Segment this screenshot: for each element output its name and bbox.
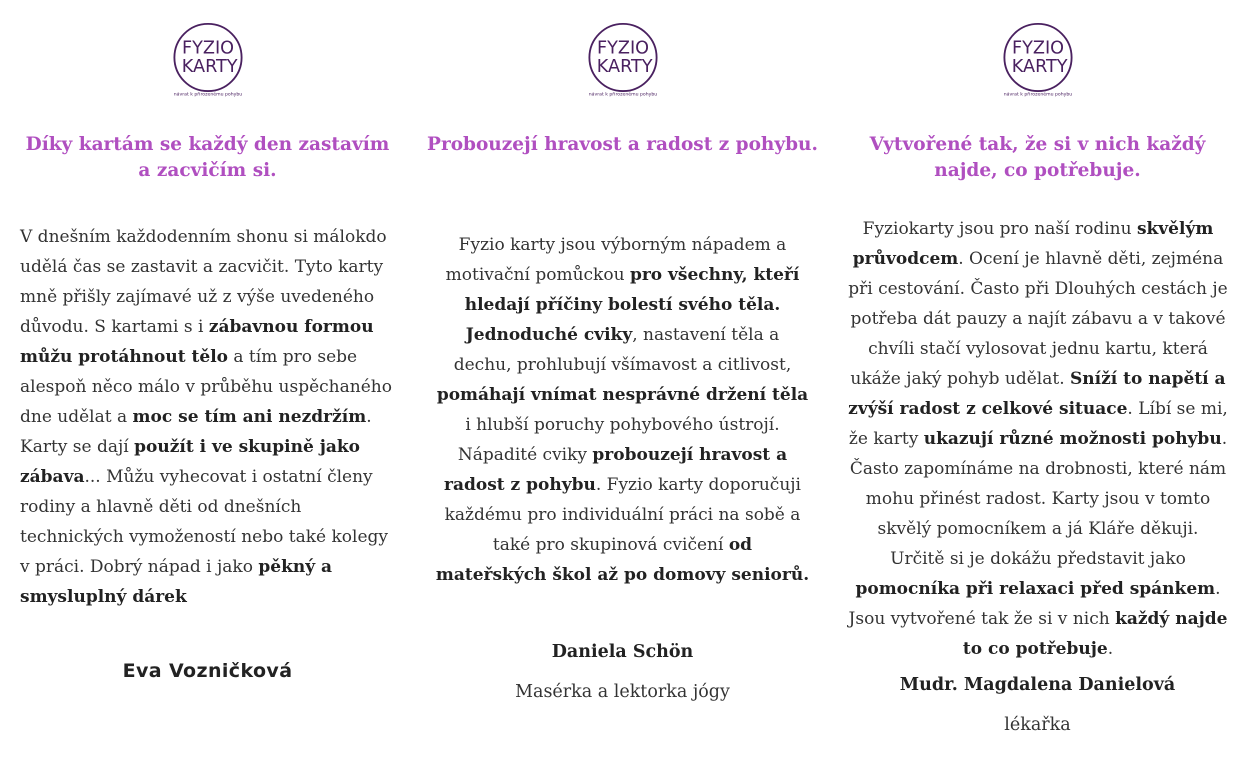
logo-tagline: návrat k přirozenému pohybu <box>173 92 242 98</box>
testimonial-author-role: Masérka a lektorka jógy <box>515 682 730 702</box>
highlighted-text: probouzejí hravost a radost z pohybu <box>444 445 788 495</box>
testimonial-author-role: lékařka <box>1004 715 1071 735</box>
testimonial-card <box>830 0 1245 763</box>
logo-line2: KARTY <box>596 56 653 77</box>
logo-tagline: návrat k přirozenému pohybu <box>1003 92 1072 98</box>
testimonial-title: Probouzejí hravost a radost z pohybu. <box>427 134 818 155</box>
logo-line1: FYZIO <box>181 38 234 59</box>
logo-line1: FYZIO <box>596 38 649 59</box>
logo-tagline: návrat k přirozenému pohybu <box>588 92 657 98</box>
text-segment: Fyziokarty jsou pro naší rodinu <box>862 219 1137 239</box>
text-segment: V dnešním každodenním shonu si málokdo udělá čas se zastavit a zacvičit. Tyto karty mně přišly zajímavé už z výše uvedeného důvodu. S kartami s i <box>20 227 387 337</box>
highlighted-text: pěkný a smysluplný dárek <box>20 557 333 607</box>
testimonial-text <box>435 230 810 590</box>
highlighted-text: pro všechny, kteří hledají příčiny bolestí svého těla. Jednoduché cviky <box>464 265 800 345</box>
text-segment: . Fyzio karty doporučuji každému pro individuální práci na sobě a také pro skupinová cvičení <box>444 475 801 555</box>
testimonial-text <box>20 222 398 612</box>
fyziokarty-logo <box>996 18 1080 102</box>
highlighted-text: pomáhají vnímat nesprávné držení těla <box>436 385 809 405</box>
highlighted-text: Sníží to napětí a zvýší radost z celkové situace <box>848 369 1226 419</box>
logo-line2: KARTY <box>181 56 238 77</box>
testimonial-title: Díky kartám se každý den zastavím a zacvičím si. <box>25 134 390 181</box>
highlighted-text: zábavnou formou můžu protáhnout tělo <box>20 317 374 367</box>
fyziokarty-logo <box>581 18 665 102</box>
highlighted-text: každý najde to co potřebuje <box>962 609 1228 659</box>
text-segment: . <box>1107 639 1114 659</box>
text-segment: . Karty se dají <box>20 407 372 457</box>
highlighted-text: ukazují různé možnosti pohybu <box>923 429 1222 449</box>
text-segment: , nastavení těla a dechu, prohlubují všímavost a citlivost, <box>453 325 792 375</box>
highlighted-text: použít i ve skupině jako zábava <box>20 437 361 487</box>
text-segment: i hlubší poruchy pohybového ústrojí. Nápadité cviky <box>457 415 780 465</box>
text-segment: . Líbí se mi, že karty <box>848 399 1228 449</box>
fyziokarty-logo <box>166 18 250 102</box>
highlighted-text: moc se tím ani nezdržím <box>132 407 367 427</box>
testimonial-author: Eva Vozničková <box>122 660 293 682</box>
testimonial-title: Vytvořené tak, že si v nich každý najde, co potřebuje. <box>869 134 1206 181</box>
testimonial-text <box>848 214 1228 664</box>
text-segment: . Ocení je hlavně děti, zejména při cestování. Často při Dlouhých cestách je potřeba dát pauzy a najít zábavu a v takové chvíli stačí vylosovat jednu kartu, která ukáže jaký pohyb udělat. <box>848 249 1228 389</box>
text-segment: ... Můžu vyhecovat i ostatní členy rodiny a hlavně děti od dnešních technických vymožeností nebo také kolegy v práci. Dobrý nápad i jako <box>20 467 388 577</box>
testimonial-author: Mudr. Magdalena Danielová <box>899 675 1176 695</box>
highlighted-text: od mateřských škol až po domovy seniorů. <box>435 535 810 585</box>
highlighted-text: skvělým průvodcem <box>852 219 1214 269</box>
text-segment: a tím pro sebe alespoň něco málo v průběhu uspěchaného dne udělat a <box>20 347 392 427</box>
testimonial-card <box>0 0 415 763</box>
text-segment: Fyzio karty jsou výborným nápadem a motivační pomůckou <box>445 235 787 285</box>
text-segment: . Často zapomínáme na drobnosti, které nám mohu přinést radost. Karty jsou v tomto skvělý pomocníkem a já Kláře děkuji. Určitě si je dokážu představit jako <box>849 429 1228 569</box>
logo-line1: FYZIO <box>1011 38 1064 59</box>
highlighted-text: pomocníka při relaxaci před spánkem <box>855 579 1216 599</box>
text-segment: . Jsou vytvořené tak že si v nich <box>848 579 1221 629</box>
testimonial-author: Daniela Schön <box>551 642 694 662</box>
testimonial-card <box>415 0 830 763</box>
logo-line2: KARTY <box>1011 56 1068 77</box>
